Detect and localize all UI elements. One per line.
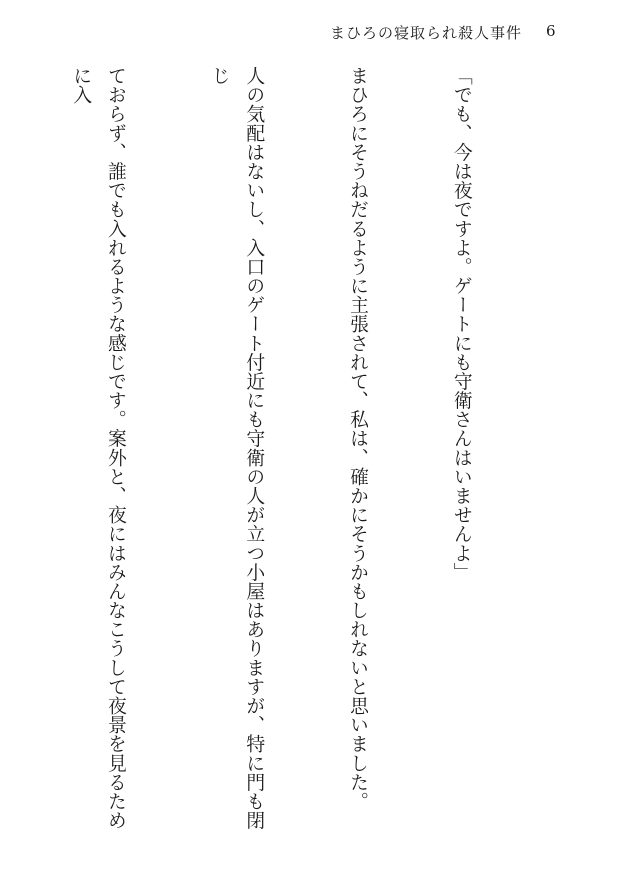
text-line: 人の気配はないし、入口のゲート付近にも守衛の人が立つ小屋はありますが、特に門も閉じ [208, 66, 265, 830]
text-line: ておらず、誰でも入れるような感じです。案外と、夜にはみんなこうして夜景を見るために入 [70, 66, 126, 830]
text-line: 「でも、今は夜ですよ。ゲートにも守衛さんはいませんよ」 [450, 66, 472, 582]
text-line: まひろにそうねだるように主張されて、私は、確かにそうかもしれないと思いました。 [347, 66, 369, 811]
page-number: 6 [546, 22, 556, 40]
running-head-title: まひろの寝取られ殺人事件 [330, 24, 523, 42]
body-text [0, 66, 547, 846]
